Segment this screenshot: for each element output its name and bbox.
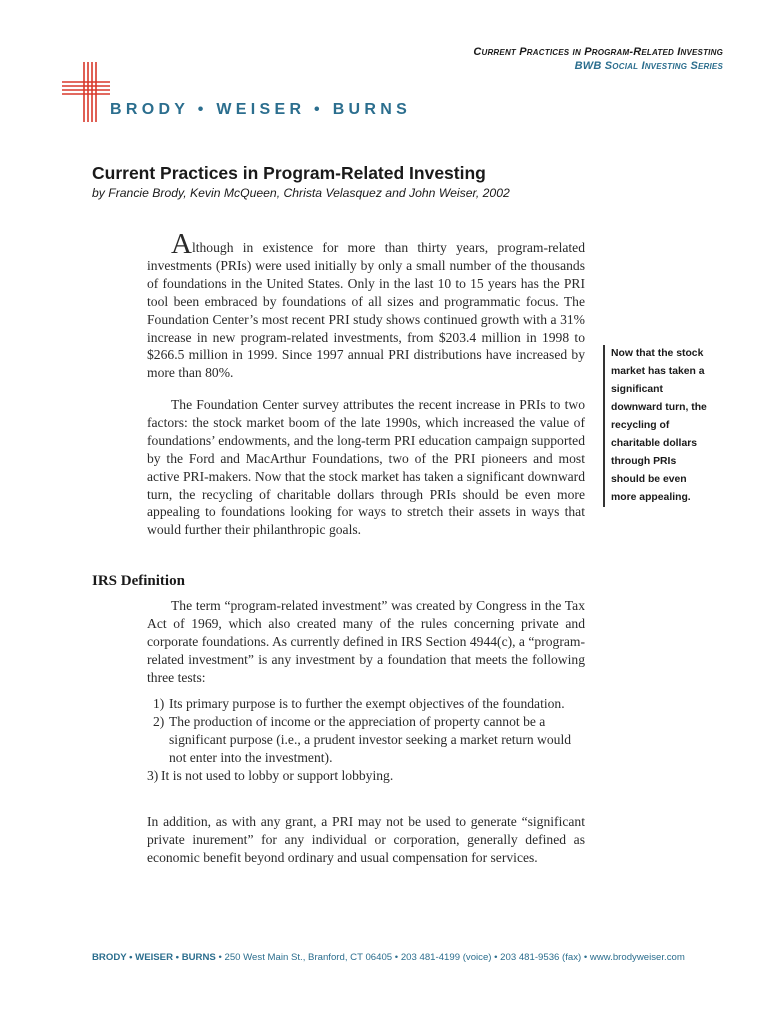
list-number: 3) bbox=[147, 767, 159, 783]
list-text: The production of income or the appreciation of property cannot be a significant purpose (i.e., a prudent investor seeking a market return would not enter into the investment). bbox=[169, 713, 572, 765]
list-number: 2) bbox=[153, 713, 165, 729]
closing-paragraph bbox=[147, 813, 585, 867]
closing-text: In addition, as with any grant, a PRI may not be used to generate “significant private inurement” for any individual or corporation, generally defined as economic benefit beyond ordinary and usual compensation for services. bbox=[147, 814, 585, 865]
section-heading-irs: IRS Definition bbox=[92, 573, 185, 589]
intro-text: lthough in existence for more than thirty years, program-related investments (PRIs) were used initially by only a small number of the thousands of foundations in the United States. Only in the last 10 to 15 years has the PRI tool been embraced by foundations of all sizes and programmatic focus. The Foundation Center’s most recent PRI study shows continued growth with a 31% increase in new program-related investments, from $203.4 million in 1998 to $266.5 million in 1999. Since 1997 annual PRI distributions have increased by more than 80%. bbox=[147, 240, 585, 381]
intro-paragraph bbox=[147, 228, 585, 382]
page-title: Current Practices in Program-Related Investing bbox=[92, 163, 486, 183]
byline: by Francie Brody, Kevin McQueen, Christa Velasquez and John Weiser, 2002 bbox=[92, 186, 510, 200]
footer-brand: BRODY • WEISER • BURNS bbox=[92, 952, 216, 963]
irs-paragraph bbox=[147, 597, 585, 687]
list-item bbox=[147, 695, 587, 713]
list-text: Its primary purpose is to further the exempt objectives of the foundation. bbox=[169, 696, 565, 711]
list-item bbox=[147, 767, 587, 785]
list-number: 1) bbox=[153, 696, 165, 711]
list-text: It is not used to lobby or support lobbying. bbox=[161, 767, 394, 783]
irs-intro-text: The term “program-related investment” was created by Congress in the Tax Act of 1969, which also created many of the rules concerning private and corporate foundations. As currently defined in IRS Section 4944(c), a “program-related investment” is any investment by a foundation that meets the following three tests: bbox=[147, 598, 585, 685]
logo-cross-icon bbox=[62, 62, 112, 124]
pull-quote: Now that the stock market has taken a significant downward turn, the recycling of charitable dollars through PRIs should be even more appealing. bbox=[603, 345, 711, 507]
series-title: Current Practices in Program-Related Investing bbox=[473, 46, 723, 58]
series-header bbox=[473, 45, 723, 73]
survey-text: The Foundation Center survey attributes the recent increase in PRIs to two factors: the stock market boom of the late 1990s, which increased the value of foundations’ endowments, and the long-term PRI education campaign supported by the Ford and MacArthur Foundations, two of the PRI pioneers and most active PRI-makers. Now that the stock market has taken a significant downward turn, the recycling of charitable dollars through PRIs should be even more appealing to foundations looking for ways to stretch their assets in ways that would further their philanthropic goals. bbox=[147, 397, 585, 538]
survey-paragraph bbox=[147, 396, 585, 539]
series-name: BWB Social Investing Series bbox=[574, 60, 723, 72]
drop-cap: A bbox=[171, 228, 192, 260]
footer-contact: • 250 West Main St., Branford, CT 06405 • 203 481-4199 (voice) • 203 481-9536 (fax) • www.brodyweiser.com bbox=[215, 952, 685, 963]
footer bbox=[92, 952, 685, 963]
logo-wordmark: BRODY • WEISER • BURNS bbox=[110, 101, 412, 118]
tests-list bbox=[147, 695, 587, 785]
list-item bbox=[147, 713, 587, 767]
